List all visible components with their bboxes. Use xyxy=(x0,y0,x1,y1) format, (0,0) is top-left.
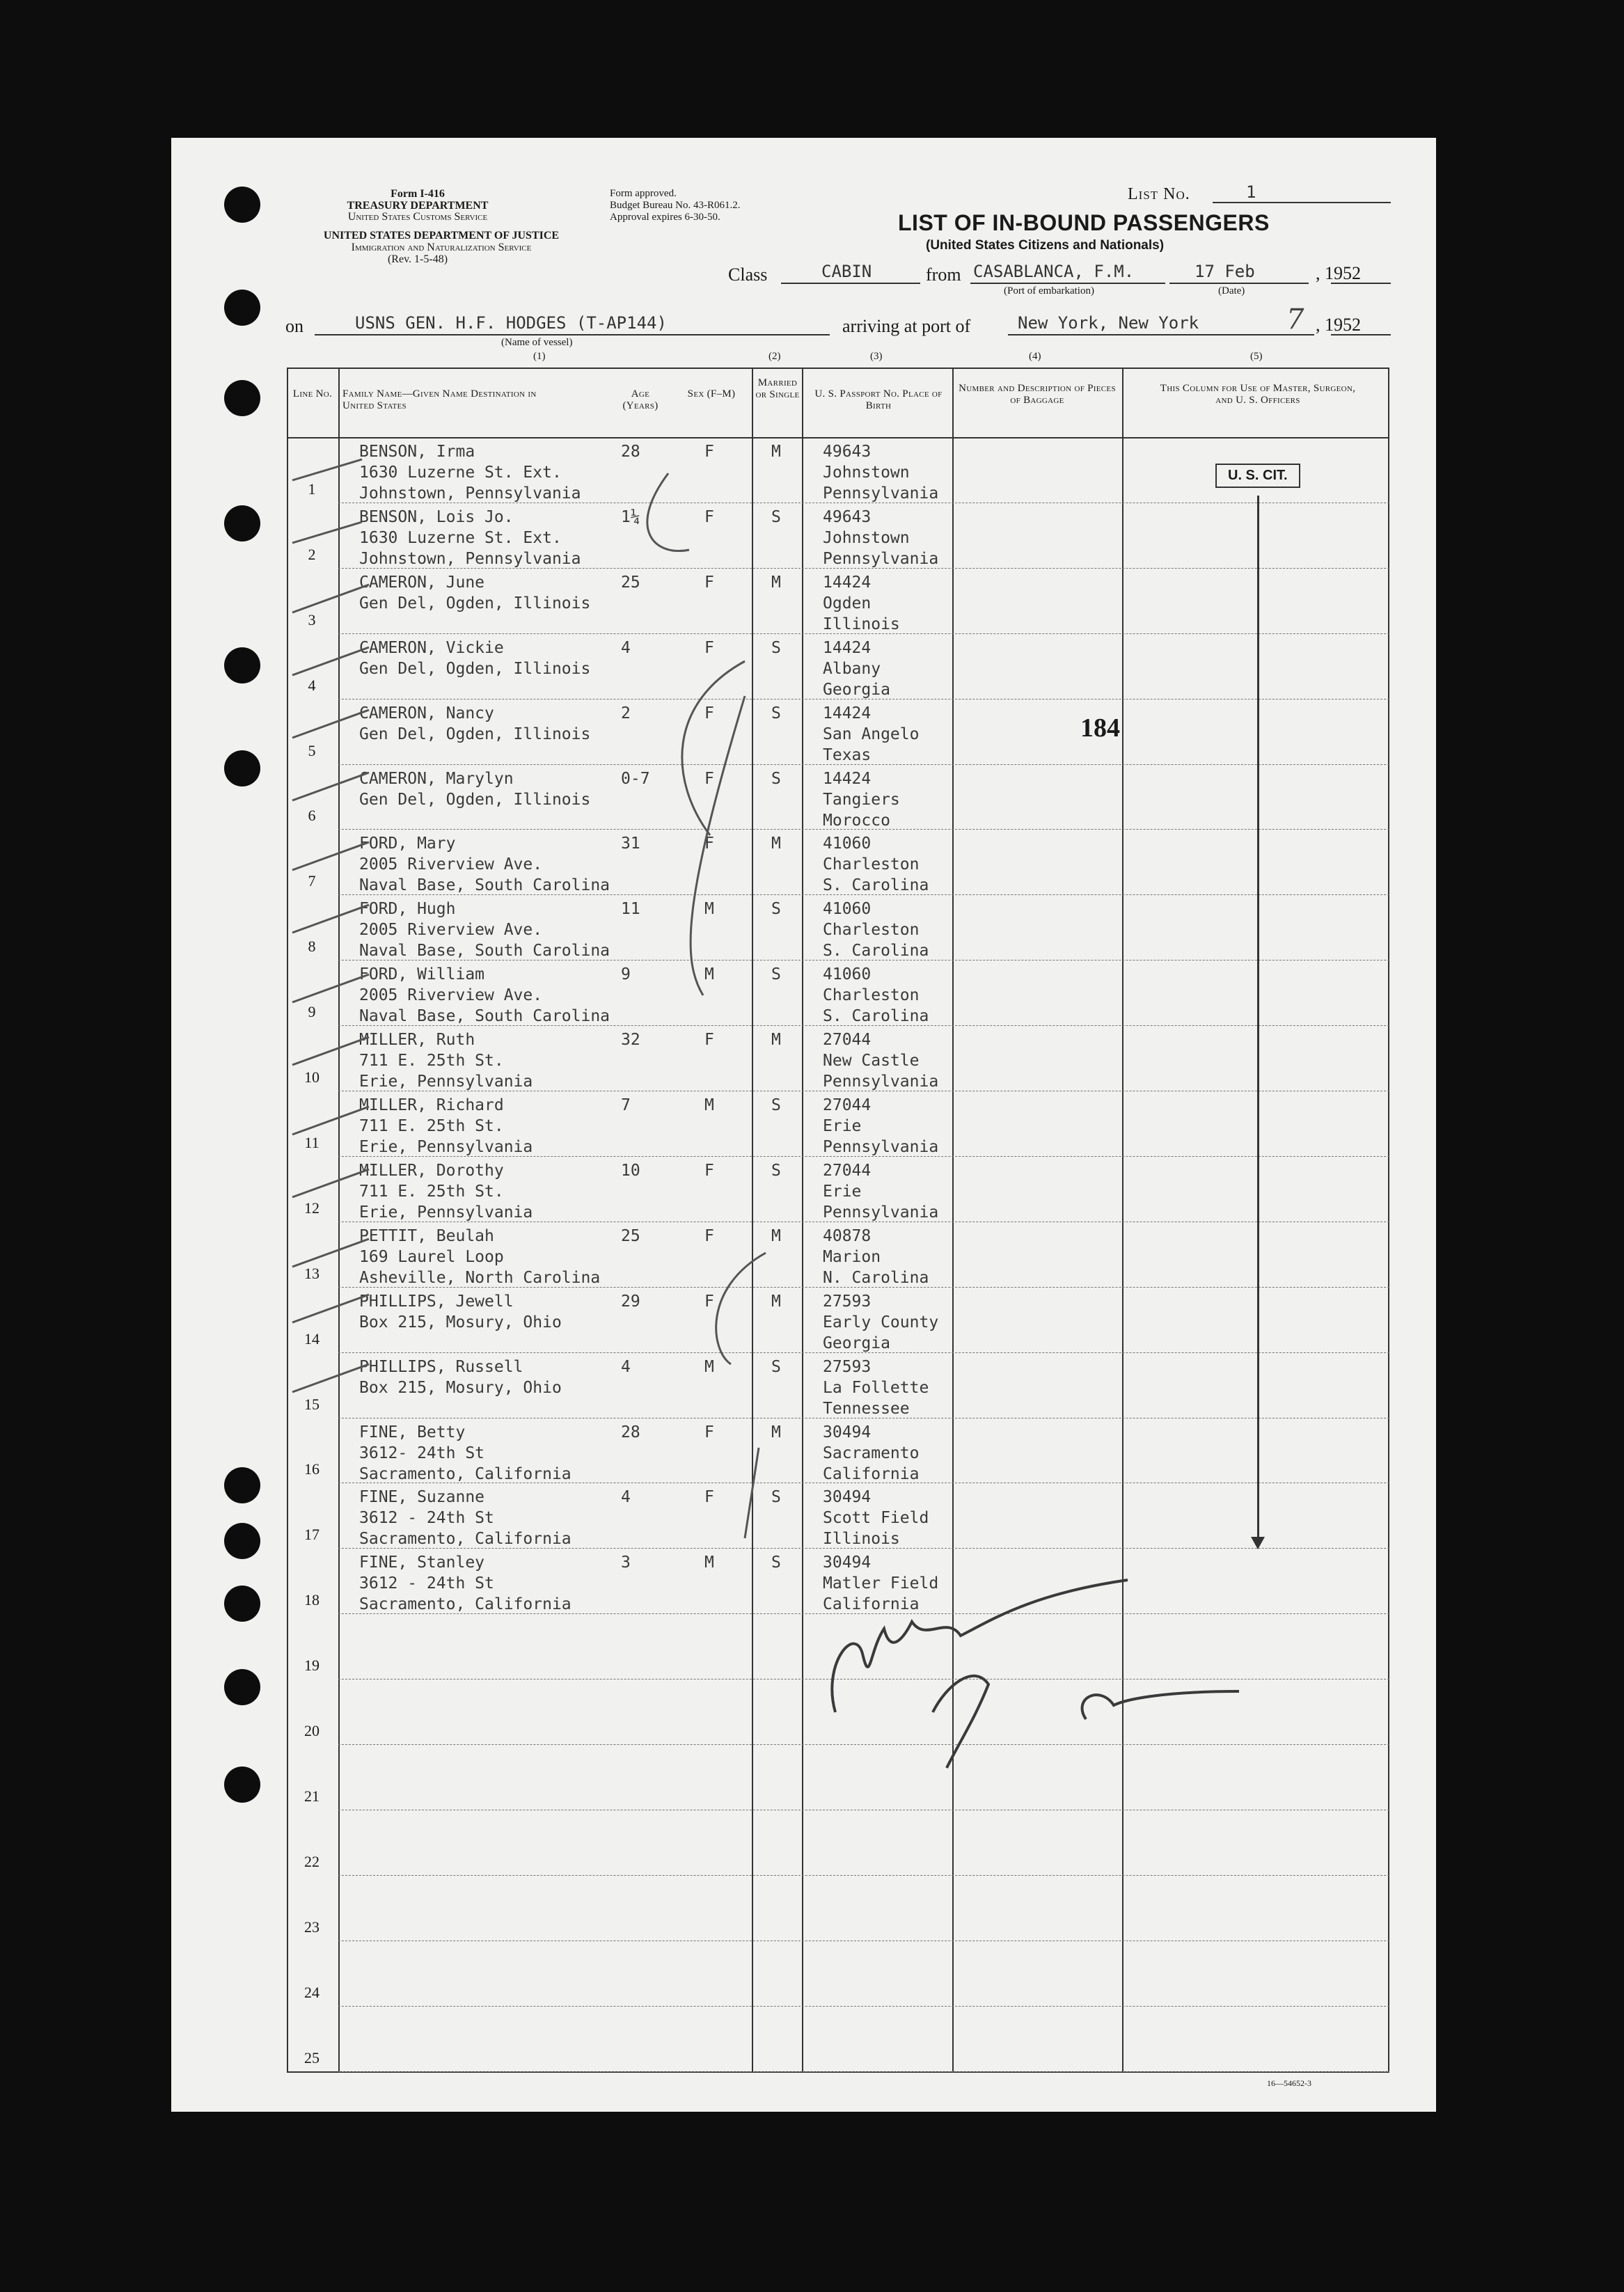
passenger-age: 1¼ xyxy=(621,507,640,526)
passenger-age: 10 xyxy=(621,1161,640,1180)
passenger-sex: M xyxy=(704,1554,714,1572)
col-header-sex: Sex (F–M) xyxy=(687,388,736,400)
col-header-officers: This Column for Use of Master, Surgeon, and U. S. Officers xyxy=(1160,383,1356,406)
check-mark xyxy=(292,1239,369,1267)
col-num-3: (3) xyxy=(870,351,883,362)
passenger-marital: M xyxy=(771,1292,781,1311)
passenger-address: 2005 Riverview Ave. xyxy=(359,986,543,1005)
passenger-sex: F xyxy=(704,835,714,853)
passenger-name: FORD, William xyxy=(359,965,485,984)
passenger-sex: F xyxy=(704,573,714,592)
passenger-address: Sacramento, California xyxy=(359,1595,571,1614)
passenger-marital: S xyxy=(771,1488,781,1507)
date-caption: (Date) xyxy=(1218,285,1245,297)
on-label: on xyxy=(285,316,303,336)
passenger-sex: F xyxy=(704,638,714,657)
passenger-name: MILLER, Ruth xyxy=(359,1031,475,1050)
birth-place: Pennsylvania xyxy=(823,484,939,503)
passenger-marital: M xyxy=(771,443,781,461)
passenger-marital: M xyxy=(771,1031,781,1050)
passport-number: 30494 xyxy=(823,1423,872,1441)
passport-number: 49643 xyxy=(823,507,872,526)
passenger-address: 2005 Riverview Ave. xyxy=(359,855,543,874)
line-number: 10 xyxy=(304,1068,320,1086)
birth-place: Scott Field xyxy=(823,1509,929,1528)
passport-number: 49643 xyxy=(823,443,872,461)
pencil-check-marks xyxy=(292,459,766,1538)
check-mark xyxy=(292,647,369,675)
passenger-sex: F xyxy=(704,1031,714,1050)
col-header-baggage: Number and Description of Pieces of Baggage xyxy=(959,383,1116,406)
signature-2 xyxy=(933,1676,988,1768)
vessel-name: USNS GEN. H.F. HODGES (T-AP144) xyxy=(355,313,667,333)
passenger-marital: S xyxy=(771,638,781,657)
line-number: 3 xyxy=(308,610,316,629)
birth-place: Charleston xyxy=(823,986,920,1005)
birth-place: Charleston xyxy=(823,921,920,940)
passenger-sex: F xyxy=(704,443,714,461)
passenger-name: FINE, Suzanne xyxy=(359,1488,485,1507)
birth-place: Pennsylvania xyxy=(823,549,939,568)
passport-number: 14424 xyxy=(823,638,872,657)
from-label: from xyxy=(926,264,961,285)
passenger-address: 711 E. 25th St. xyxy=(359,1052,504,1070)
passport-number: 27593 xyxy=(823,1292,872,1311)
passenger-address: 169 Laurel Loop xyxy=(359,1247,504,1266)
check-mark xyxy=(292,522,362,543)
embark-port: CASABLANCA, F.M. xyxy=(973,262,1135,281)
passenger-address: 3612 - 24th St xyxy=(359,1574,494,1593)
passenger-address: Naval Base, South Carolina xyxy=(359,876,610,895)
passenger-sex: F xyxy=(704,1488,714,1507)
passenger-age: 4 xyxy=(621,1488,631,1507)
line-number: 25 xyxy=(304,2048,320,2066)
passenger-age: 28 xyxy=(621,1423,640,1441)
signature xyxy=(832,1580,1239,1768)
passport-number: 14424 xyxy=(823,769,872,788)
birth-place: New Castle xyxy=(823,1052,920,1070)
passenger-marital: S xyxy=(771,1161,781,1180)
us-citizen-stamp: U. S. CIT. xyxy=(1215,464,1300,488)
passenger-address: Gen Del, Ogden, Illinois xyxy=(359,725,591,743)
passenger-marital: S xyxy=(771,965,781,984)
passenger-address: Naval Base, South Carolina xyxy=(359,942,610,961)
check-mark xyxy=(292,1107,369,1135)
check-mark xyxy=(292,842,369,870)
birth-place: San Angelo xyxy=(823,725,920,743)
passenger-age: 4 xyxy=(621,638,631,657)
col-header-age: Age (Years) xyxy=(622,388,659,411)
class-value: CABIN xyxy=(821,262,872,281)
line-number: 11 xyxy=(304,1133,320,1151)
passenger-age: 0-7 xyxy=(621,769,650,788)
passenger-age: 28 xyxy=(621,443,640,461)
passenger-name: BENSON, Lois Jo. xyxy=(359,507,514,526)
pencil-stroke xyxy=(745,1448,759,1538)
line-number: 2 xyxy=(308,545,316,563)
passenger-age: 9 xyxy=(621,965,631,984)
passport-number: 41060 xyxy=(823,835,872,853)
passport-number: 14424 xyxy=(823,704,872,722)
passenger-age: 25 xyxy=(621,573,640,592)
passenger-address: Gen Del, Ogden, Illinois xyxy=(359,594,591,612)
col-num-5: (5) xyxy=(1250,351,1263,362)
approval-line: Form approved. xyxy=(610,188,677,199)
passenger-marital: S xyxy=(771,1554,781,1572)
line-number: 24 xyxy=(304,1983,320,2001)
col-header-name: Family Name—Given Name Destination in United States xyxy=(342,388,537,411)
arrival-day-handwritten: 7 xyxy=(1286,303,1304,335)
birth-place: Illinois xyxy=(823,1530,900,1549)
passenger-marital: S xyxy=(771,769,781,788)
passenger-sex: M xyxy=(704,1357,714,1376)
check-mark xyxy=(292,905,369,933)
check-mark xyxy=(292,1364,369,1392)
passenger-address: 2005 Riverview Ave. xyxy=(359,921,543,940)
passport-number: 41060 xyxy=(823,900,872,919)
passenger-name: BENSON, Irma xyxy=(359,443,475,461)
line-number: 17 xyxy=(304,1526,320,1544)
passenger-age: 29 xyxy=(621,1292,640,1311)
passenger-address: 3612 - 24th St xyxy=(359,1509,494,1528)
passport-number: 27044 xyxy=(823,1161,872,1180)
passenger-sex: M xyxy=(704,965,714,984)
line-number: 14 xyxy=(304,1329,320,1347)
passenger-name: FINE, Betty xyxy=(359,1423,466,1441)
passenger-marital: S xyxy=(771,900,781,919)
line-number: 16 xyxy=(304,1460,320,1478)
check-mark xyxy=(292,974,369,1002)
check-mark xyxy=(292,1037,369,1065)
passenger-marital: M xyxy=(771,1423,781,1441)
justice-dept: UNITED STATES DEPARTMENT OF JUSTICE xyxy=(323,230,560,242)
form-subtitle: (United States Citizens and Nationals) xyxy=(926,238,1165,253)
passenger-address: 1630 Luzerne St. Ext. xyxy=(359,528,562,547)
birth-place: Tennessee xyxy=(823,1399,910,1418)
line-number: 19 xyxy=(304,1657,320,1675)
birth-place: Sacramento xyxy=(823,1444,920,1462)
check-mark xyxy=(292,1169,369,1197)
birth-place: Georgia xyxy=(823,680,890,699)
treasury-dept: TREASURY DEPARTMENT xyxy=(347,200,489,212)
birth-place: Pennsylvania xyxy=(823,1073,939,1091)
passenger-sex: F xyxy=(704,1423,714,1441)
ins-service: Immigration and Naturalization Service xyxy=(351,242,532,253)
passenger-address: 711 E. 25th St. xyxy=(359,1117,504,1135)
check-mark xyxy=(292,773,369,800)
class-label: Class xyxy=(728,264,768,285)
passenger-age: 11 xyxy=(621,900,640,919)
passenger-age: 25 xyxy=(621,1226,640,1245)
birth-place: Albany xyxy=(823,659,881,678)
passenger-name: MILLER, Dorothy xyxy=(359,1161,504,1180)
birth-place: La Follette xyxy=(823,1378,929,1397)
passenger-age: 3 xyxy=(621,1554,631,1572)
passenger-name: CAMERON, Marylyn xyxy=(359,769,514,788)
birth-place: Early County xyxy=(823,1313,939,1331)
port-caption: (Port of embarkation) xyxy=(1004,285,1094,297)
birth-place: Charleston xyxy=(823,855,920,874)
passenger-address: Gen Del, Ogden, Illinois xyxy=(359,790,591,809)
passenger-name: MILLER, Richard xyxy=(359,1096,504,1114)
passenger-age: 7 xyxy=(621,1096,631,1114)
passport-number: 40878 xyxy=(823,1226,872,1245)
line-number: 20 xyxy=(304,1722,320,1739)
col-num-1: (1) xyxy=(533,351,546,362)
birth-place: S. Carolina xyxy=(823,876,929,895)
passenger-address: Erie, Pennsylvania xyxy=(359,1138,533,1156)
passenger-address: Johnstown, Pennsylvania xyxy=(359,484,581,503)
passenger-address: Gen Del, Ogden, Illinois xyxy=(359,659,591,678)
pencil-curve xyxy=(647,473,689,551)
passenger-sex: F xyxy=(704,1226,714,1245)
passenger-marital: S xyxy=(771,1357,781,1376)
birth-place: Pennsylvania xyxy=(823,1138,939,1156)
passenger-address: Sacramento, California xyxy=(359,1464,571,1483)
birth-place: S. Carolina xyxy=(823,942,929,961)
check-mark xyxy=(292,1295,369,1322)
check-mark xyxy=(292,585,369,612)
line-number: 22 xyxy=(304,1852,320,1870)
passenger-age: 32 xyxy=(621,1031,640,1050)
birth-place: Georgia xyxy=(823,1334,890,1352)
pencil-curve xyxy=(691,696,745,995)
birth-place: N. Carolina xyxy=(823,1268,929,1287)
line-number: 12 xyxy=(304,1199,320,1217)
passenger-address: Johnstown, Pennsylvania xyxy=(359,549,581,568)
line-number: 5 xyxy=(308,741,316,759)
passenger-sex: M xyxy=(704,1096,714,1114)
passport-number: 30494 xyxy=(823,1554,872,1572)
footer-code: 16—54652-3 xyxy=(1267,2078,1311,2088)
approval-line: Budget Bureau No. 43-R061.2. xyxy=(610,200,741,211)
passenger-marital: S xyxy=(771,704,781,722)
passenger-age: 31 xyxy=(621,835,640,853)
birth-place: Erie xyxy=(823,1117,862,1135)
pencil-curve xyxy=(716,1253,766,1364)
passenger-age: 2 xyxy=(621,704,631,722)
birth-place: Texas xyxy=(823,745,872,764)
passenger-address: 1630 Luzerne St. Ext. xyxy=(359,464,562,482)
birth-place: Erie xyxy=(823,1182,862,1201)
customs-service: United States Customs Service xyxy=(347,211,488,223)
arriving-label: arriving at port of xyxy=(842,316,971,336)
passenger-marital: S xyxy=(771,507,781,526)
passenger-address: Box 215, Mosury, Ohio xyxy=(359,1313,562,1331)
passenger-address: Sacramento, California xyxy=(359,1530,571,1549)
birth-place: Marion xyxy=(823,1247,881,1266)
line-number: 18 xyxy=(304,1591,320,1609)
line-number: 4 xyxy=(308,676,316,694)
passport-number: 41060 xyxy=(823,965,872,984)
passenger-sex: F xyxy=(704,507,714,526)
passenger-name: CAMERON, Nancy xyxy=(359,704,494,722)
passenger-name: PHILLIPS, Jewell xyxy=(359,1292,514,1311)
birth-place: Morocco xyxy=(823,811,890,830)
list-number: 1 xyxy=(1246,182,1256,202)
line-number: 13 xyxy=(304,1264,320,1282)
passenger-name: PHILLIPS, Russell xyxy=(359,1357,523,1376)
year-2: , 1952 xyxy=(1316,315,1361,335)
birth-place: Tangiers xyxy=(823,790,900,809)
col-header-married: Married or Single xyxy=(755,377,800,400)
check-mark xyxy=(292,459,362,480)
birth-place: Ogden xyxy=(823,594,872,612)
line-number: 7 xyxy=(308,872,316,890)
passenger-name: PETTIT, Beulah xyxy=(359,1226,494,1245)
passenger-name: CAMERON, June xyxy=(359,573,485,592)
passport-number: 14424 xyxy=(823,573,872,592)
col-header-line: Line No. xyxy=(292,388,333,400)
passport-number: 27044 xyxy=(823,1096,872,1114)
birth-place: California xyxy=(823,1595,920,1614)
birth-place: Pennsylvania xyxy=(823,1203,939,1222)
list-number-label: List No. xyxy=(1128,185,1190,203)
passenger-sex: F xyxy=(704,704,714,722)
passport-number: 27593 xyxy=(823,1357,872,1376)
passenger-sex: F xyxy=(704,1161,714,1180)
form-number: Form I-416 xyxy=(391,188,445,200)
passenger-name: FINE, Stanley xyxy=(359,1554,485,1572)
vessel-caption: (Name of vessel) xyxy=(501,337,573,348)
revision: (Rev. 1-5-48) xyxy=(387,253,448,265)
col-num-2: (2) xyxy=(768,351,781,362)
passenger-address: 3612- 24th St xyxy=(359,1444,485,1462)
approval-line: Approval expires 6-30-50. xyxy=(610,212,720,223)
line-number: 23 xyxy=(304,1918,320,1936)
passenger-sex: F xyxy=(704,1292,714,1311)
passport-number: 27044 xyxy=(823,1031,872,1050)
passenger-marital: M xyxy=(771,1226,781,1245)
birth-place: Matler Field xyxy=(823,1574,939,1593)
signature-1 xyxy=(832,1580,1128,1712)
passenger-marital: M xyxy=(771,573,781,592)
baggage-total: 184 xyxy=(1080,713,1120,743)
col-header-passport: U. S. Passport No. Place of Birth xyxy=(814,388,943,411)
passenger-age: 4 xyxy=(621,1357,631,1376)
birth-place: Johnstown xyxy=(823,528,910,547)
passenger-address: Box 215, Mosury, Ohio xyxy=(359,1378,562,1397)
passport-number: 30494 xyxy=(823,1488,872,1507)
passenger-address: 711 E. 25th St. xyxy=(359,1182,504,1201)
col-num-4: (4) xyxy=(1029,351,1041,362)
birth-place: California xyxy=(823,1464,920,1483)
passenger-marital: S xyxy=(771,1096,781,1114)
line-number: 8 xyxy=(308,938,316,956)
passenger-address: Naval Base, South Carolina xyxy=(359,1007,610,1026)
passenger-address: Erie, Pennsylvania xyxy=(359,1203,533,1222)
passenger-address: Erie, Pennsylvania xyxy=(359,1073,533,1091)
check-mark xyxy=(292,710,369,738)
form-title: LIST OF IN-BOUND PASSENGERS xyxy=(898,210,1270,235)
line-number: 1 xyxy=(308,480,316,498)
passenger-sex: F xyxy=(704,769,714,788)
passenger-name: FORD, Hugh xyxy=(359,900,456,919)
line-number: 15 xyxy=(304,1395,320,1413)
embark-date: 17 Feb xyxy=(1195,262,1255,281)
birth-place: Illinois xyxy=(823,615,900,633)
passenger-name: CAMERON, Vickie xyxy=(359,638,504,657)
arrival-port: New York, New York xyxy=(1018,313,1199,333)
passenger-address: Asheville, North Carolina xyxy=(359,1268,601,1287)
passenger-name: FORD, Mary xyxy=(359,835,456,853)
passenger-sex: M xyxy=(704,900,714,919)
year-1: , 1952 xyxy=(1316,263,1361,283)
passenger-marital: M xyxy=(771,835,781,853)
birth-place: S. Carolina xyxy=(823,1007,929,1026)
signature-3 xyxy=(1082,1691,1239,1719)
line-number: 6 xyxy=(308,807,316,825)
line-number: 21 xyxy=(304,1787,320,1805)
line-number: 9 xyxy=(308,1003,316,1021)
birth-place: Johnstown xyxy=(823,464,910,482)
